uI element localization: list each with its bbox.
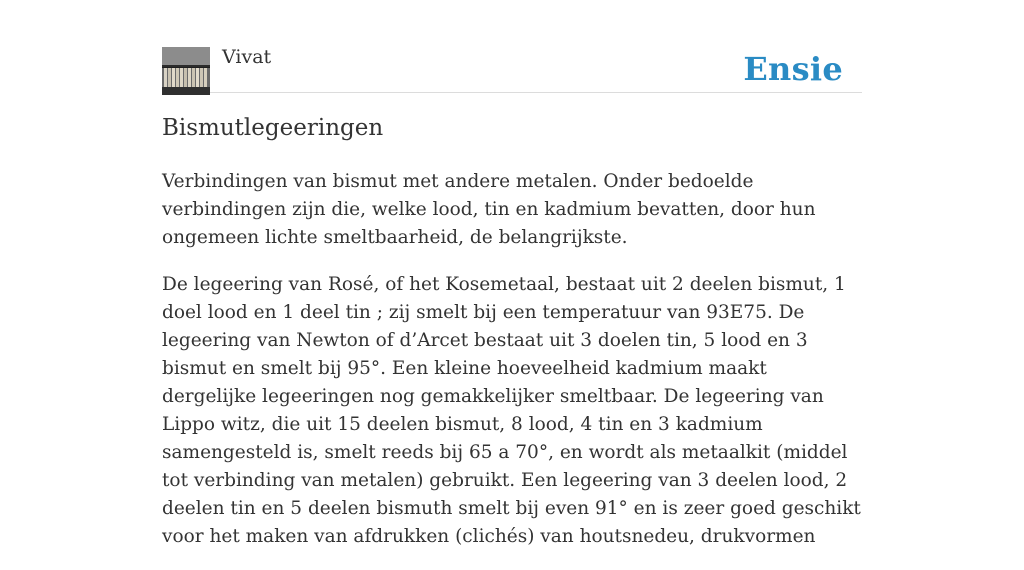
author-name[interactable]: Vivat — [222, 46, 272, 68]
page-header — [162, 46, 862, 93]
avatar-image — [162, 47, 210, 95]
article-body — [162, 168, 862, 570]
page-title: Bismutlegeeringen — [162, 115, 384, 141]
author-avatar[interactable] — [162, 47, 210, 95]
brand-logo[interactable]: Ensie — [743, 50, 843, 88]
article-paragraph: Verbindingen van bismut met andere metalen. Onder bedoelde verbindingen zijn die, welke lood, tin en kadmium bevatten, door hun ongemeen lichte smeltbaarheid, de belangrijkste. — [162, 171, 816, 248]
article-paragraph: De legeering van Rosé, of het Kosemetaal, bestaat uit 2 deelen bismut, 1 doel lood en 1 deel tin ; zij smelt bij een temperatuur van 93E75. De legeering van Newton of d’Arcet bestaat uit 3 doelen tin, 5 lood en 3 bismut en smelt bij 95°. Een kleine hoeveelheid kadmium maakt dergelijke legeeringen nog gemakkelijker smeltbaar. De legeering van Lippo witz, die uit 15 deelen bismut, 8 lood, 4 tin en 3 kadmium samengesteld is, smelt reeds bij 65 a 70°, en wordt als metaalkit (middel tot verbinding van metalen) gebruikt. Een legeering van 3 deelen lood, 2 deelen tin en 5 deelen bismuth smelt bij even 91° en is zeer goed geschikt voor het maken van afdrukken (clichés) van houtsnedeu, drukvormen — [162, 274, 861, 547]
